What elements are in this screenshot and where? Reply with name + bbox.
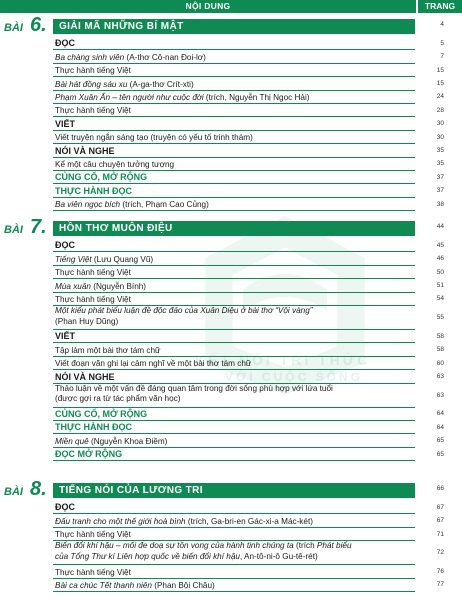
toc-entry-row[interactable] — [53, 421, 415, 434]
entry-page-number: 77 — [436, 581, 444, 589]
section-heading: ĐỌC — [55, 38, 75, 49]
toc-entry-row[interactable] — [53, 501, 415, 514]
lesson-number: 7. — [30, 216, 47, 238]
entry-work-title: Bài hát đồng sáu xu — [55, 79, 128, 89]
entry-title: Viết đoạn văn ghi lại cảm nghĩ về một bài thơ tám chữ — [55, 359, 252, 369]
section-heading: ĐỌC — [55, 240, 75, 251]
toc-entry-row[interactable] — [53, 117, 415, 130]
lesson-number: 8. — [30, 478, 47, 500]
lesson-title[interactable]: HỒN THƠ MUÔN ĐIỆU — [53, 221, 415, 236]
toc-entry-row[interactable] — [53, 158, 415, 171]
lesson-bai-text: BÀI — [4, 224, 23, 236]
entry-work-title: Biến đổi khí hậu – mối đe doạ sự tồn vong của hành tinh chúng ta — [55, 541, 294, 551]
entry-title — [55, 255, 153, 264]
toc-entry-row[interactable] — [53, 91, 415, 104]
entry-work-title: Miền quê — [55, 436, 89, 446]
entry-page-number: 55 — [436, 314, 444, 321]
entry-page-number: 54 — [436, 295, 444, 303]
entry-page-number: 67 — [436, 503, 444, 511]
toc-entry-row[interactable] — [53, 448, 415, 461]
entry-page-number: 60 — [436, 359, 444, 367]
entry-work-title: Ba chàng sinh viên — [55, 52, 125, 62]
entry-page-number: 64 — [436, 423, 444, 431]
entry-page-number: 65 — [436, 437, 444, 445]
entry-source-title: Phát biểu — [316, 541, 352, 551]
entry-page-number: 5 — [440, 39, 444, 47]
entry-author: (A-ga-thơ Crít-xti) — [127, 79, 194, 89]
entry-title — [55, 200, 209, 209]
toc-entry-row[interactable] — [53, 144, 415, 157]
toc-entry-row[interactable] — [53, 266, 415, 279]
entry-title — [55, 80, 194, 89]
toc-entry-row[interactable] — [53, 50, 415, 63]
entry-page-number: 37 — [436, 187, 444, 195]
entry-author: (Nguyễn Khoa Điềm) — [88, 436, 168, 446]
entry-title: Thực hành tiếng Việt — [55, 66, 131, 76]
entry-author: (Phan Huy Dũng) — [55, 316, 119, 326]
section-heading: VIẾT — [55, 118, 76, 129]
toc-entry-row[interactable] — [53, 77, 415, 90]
entry-page-number: 46 — [436, 255, 444, 263]
section-heading: THỰC HÀNH ĐỌC — [55, 422, 132, 433]
toc-header — [0, 0, 462, 13]
lesson-label — [4, 478, 48, 500]
entry-author: (trích, Ga-bri-en Gác-xi-a Mác-két) — [185, 516, 313, 526]
entry-author: (trích, Nguyễn Thị Ngọc Hải) — [203, 92, 310, 102]
toc-entry-row[interactable] — [53, 579, 415, 592]
entry-page-number: 65 — [436, 450, 444, 458]
entry-title — [55, 517, 313, 526]
toc-entry-row[interactable] — [53, 565, 415, 578]
lesson-page-number: 44 — [436, 223, 444, 230]
entry-page-number: 24 — [436, 93, 444, 101]
entry-work-title: Tiếng Việt — [55, 254, 92, 264]
entry-title — [55, 384, 407, 405]
lesson-header — [0, 14, 462, 36]
toc-entry-row[interactable] — [53, 541, 415, 565]
entry-title — [55, 282, 146, 291]
toc-entry-row[interactable] — [53, 330, 415, 343]
entry-page-number: 63 — [436, 391, 444, 399]
entry-author: (trích, Phạm Cao Củng) — [120, 200, 209, 210]
header-content-label: NỘI DUNG — [0, 0, 416, 13]
lesson-page-number: 4 — [440, 21, 444, 28]
toc-entry-row[interactable] — [53, 104, 415, 117]
toc-entry-row[interactable] — [53, 37, 415, 50]
section-heading: CỦNG CỐ, MỞ RỘNG — [55, 172, 148, 183]
toc-entry-row[interactable] — [53, 408, 415, 421]
entry-page-number: 58 — [436, 346, 444, 354]
entry-work-title: Mùa xuân — [55, 281, 91, 291]
entry-page-number: 30 — [436, 133, 444, 141]
toc-entry-row[interactable] — [53, 384, 415, 408]
toc-entry-row[interactable] — [53, 198, 415, 211]
entry-page-number: 58 — [436, 332, 444, 340]
lesson-title[interactable]: TIẾNG NÓI CỦA LƯƠNG TRI — [53, 483, 415, 498]
toc-entry-row[interactable] — [53, 370, 415, 383]
entry-title: Thực hành tiếng Việt — [55, 567, 131, 577]
entry-page-number: 15 — [436, 66, 444, 74]
entry-title: Tập làm một bài thơ tám chữ — [55, 345, 161, 355]
entry-page-number: 72 — [436, 549, 444, 557]
toc-entry-row[interactable] — [53, 293, 415, 306]
entry-page-number: 67 — [436, 517, 444, 525]
toc-entry-row[interactable] — [53, 514, 415, 527]
entry-page-number: 63 — [436, 372, 444, 380]
toc-entry-row[interactable] — [53, 171, 415, 184]
entry-page-number: 15 — [436, 79, 444, 87]
entry-title: Kể một câu chuyện tưởng tượng — [55, 159, 175, 169]
section-heading: VIẾT — [55, 331, 76, 342]
entry-work-title: Ba viên ngọc bích — [55, 200, 121, 210]
section-heading: NÓI VÀ NGHE — [55, 371, 115, 382]
toc-entry-row[interactable] — [53, 184, 415, 197]
section-heading: CỦNG CỐ, MỞ RỘNG — [55, 408, 148, 419]
entry-page-number: 28 — [436, 106, 444, 114]
entry-author: (Phan Bội Châu) — [151, 580, 215, 590]
lesson-title[interactable]: GIẢI MÃ NHỮNG BÍ MẬT — [53, 19, 415, 34]
lesson-bai-text: BÀI — [4, 22, 23, 34]
entry-work-title: Thảo luận về một vấn đề đáng quan tâm trong đời sống phù hợp với lứa tuổi — [55, 383, 333, 393]
toc-entry-row[interactable] — [53, 279, 415, 292]
entry-page-number: 71 — [436, 530, 444, 538]
toc-entry-row[interactable] — [53, 306, 415, 330]
entry-page-number: 50 — [436, 268, 444, 276]
toc-entry-row[interactable] — [53, 131, 415, 144]
entry-page-number: 7 — [440, 53, 444, 61]
entry-title — [55, 93, 310, 102]
toc-entry-row[interactable] — [53, 357, 415, 370]
entry-title: Thực hành tiếng Việt — [55, 268, 131, 278]
entry-source-title-cont: của Tổng Thư kí Liên hợp quốc về biến đổi khí hậu — [55, 551, 240, 561]
entry-author: (Lưu Quang Vũ) — [91, 254, 154, 264]
watermark-text-1: KẾT NỐI TRI THỨC — [195, 352, 371, 368]
section-heading: THỰC HÀNH ĐỌC — [55, 185, 132, 196]
entry-author: (Nguyễn Bính) — [90, 281, 147, 291]
entry-title — [55, 437, 167, 446]
toc-entry-row[interactable] — [53, 64, 415, 77]
lesson-number: 6. — [30, 14, 47, 36]
entry-title: Thực hành tiếng Việt — [55, 106, 131, 116]
lesson-page-number: 66 — [436, 485, 444, 492]
entry-page-number: 76 — [436, 567, 444, 575]
entry-title: Viết truyện ngắn sáng tạo (truyện có yếu tố trinh thám) — [55, 133, 253, 143]
entry-title — [55, 306, 407, 327]
section-heading: ĐỌC — [55, 502, 75, 513]
watermark-text-2: VỚI CUỘC SỐNG — [225, 370, 363, 384]
entry-work-title: Một kiểu phát biểu luận đề độc đáo của Xuân Diệu ở bài thơ “Vội vàng” — [55, 306, 313, 315]
entry-page-number: 35 — [436, 160, 444, 168]
toc-entry-row[interactable] — [53, 528, 415, 541]
entry-page-number: 37 — [436, 173, 444, 181]
toc-entry-row[interactable] — [53, 343, 415, 356]
entry-page-number: 35 — [436, 146, 444, 154]
lesson-header — [0, 478, 462, 500]
entry-title — [55, 581, 215, 590]
lesson-label — [4, 14, 48, 36]
entry-title — [55, 541, 407, 562]
entry-title — [55, 53, 206, 62]
lesson-label — [4, 216, 48, 238]
toc-entry-row[interactable] — [53, 434, 415, 447]
entry-author: , An-tô-ni-ô Gu-tê-rét) — [239, 551, 318, 561]
entry-title: Thực hành tiếng Việt — [55, 294, 131, 304]
section-heading: ĐỌC MỞ RỘNG — [55, 449, 123, 460]
entry-author: (được gợi ra từ tác phẩm văn học) — [55, 394, 181, 404]
header-page-label: TRANG — [418, 0, 462, 13]
entry-work-title: Phạm Xuân Ẩn – tên người như cuộc đời — [55, 92, 204, 102]
entry-author: (A-thơ Cô-nan Đoi-lơ) — [124, 52, 206, 62]
lesson-bai-text: BÀI — [4, 486, 23, 498]
toc-entry-row[interactable] — [53, 252, 415, 265]
entry-page-number: 45 — [436, 241, 444, 249]
toc-entry-row[interactable] — [53, 239, 415, 252]
section-heading: NÓI VÀ NGHE — [55, 145, 115, 156]
entry-source-prefix: (trích — [293, 541, 317, 551]
entry-work-title: Đấu tranh cho một thế giới hoà bình — [55, 516, 186, 526]
entry-work-title: Bài ca chúc Tết thanh niên — [55, 580, 152, 590]
lesson-header — [0, 216, 462, 238]
entry-page-number: 38 — [436, 200, 444, 208]
entry-title: Thực hành tiếng Việt — [55, 530, 131, 540]
entry-page-number: 30 — [436, 120, 444, 128]
entry-page-number: 51 — [436, 281, 444, 289]
entry-page-number: 64 — [436, 410, 444, 418]
